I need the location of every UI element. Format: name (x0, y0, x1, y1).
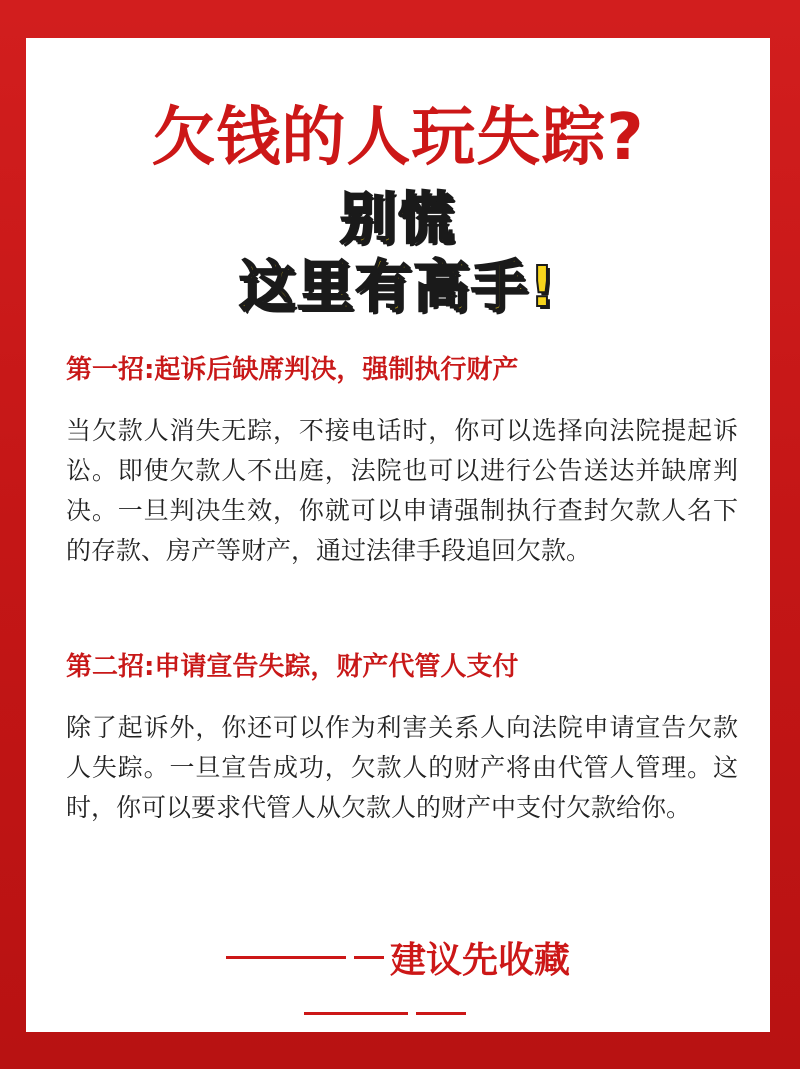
section-1-body: 当欠款人消失无踪，不接电话时，你可以选择向法院提起诉讼。即使欠款人不出庭，法院也可以进行公告送达并缺席判决。一旦判决生效，你就可以申请强制执行查封欠款人名下的存款、房产等财产，通过法律手段追回欠款。 (66, 416, 738, 565)
section-1-heading: 第一招:起诉后缺席判决，强制执行财产 (66, 355, 519, 385)
footer-text: 建议先收藏 (389, 940, 570, 981)
footer-callout (26, 932, 770, 983)
bottom-divider-long (304, 1012, 408, 1015)
content-card (26, 38, 770, 1032)
section-2-body: 除了起诉外，你还可以作为利害关系人向法院申请宣告欠款人失踪。一旦宣告成功，欠款人的财产将由代管人管理。这时，你可以要求代管人从欠款人的财产中支付欠款给你。 (66, 713, 738, 822)
footer-divider-long (226, 956, 346, 959)
section-2-heading: 第二招:申请宣告失踪，财产代管人支付 (66, 652, 519, 682)
page-title: 欠钱的人玩失踪? (151, 101, 645, 175)
subtitle-line-2: 这里有高手! (239, 255, 557, 320)
footer-divider-short (354, 956, 384, 959)
subtitle-line-1: 别慌 (340, 187, 456, 252)
bottom-divider-short (416, 1012, 466, 1015)
